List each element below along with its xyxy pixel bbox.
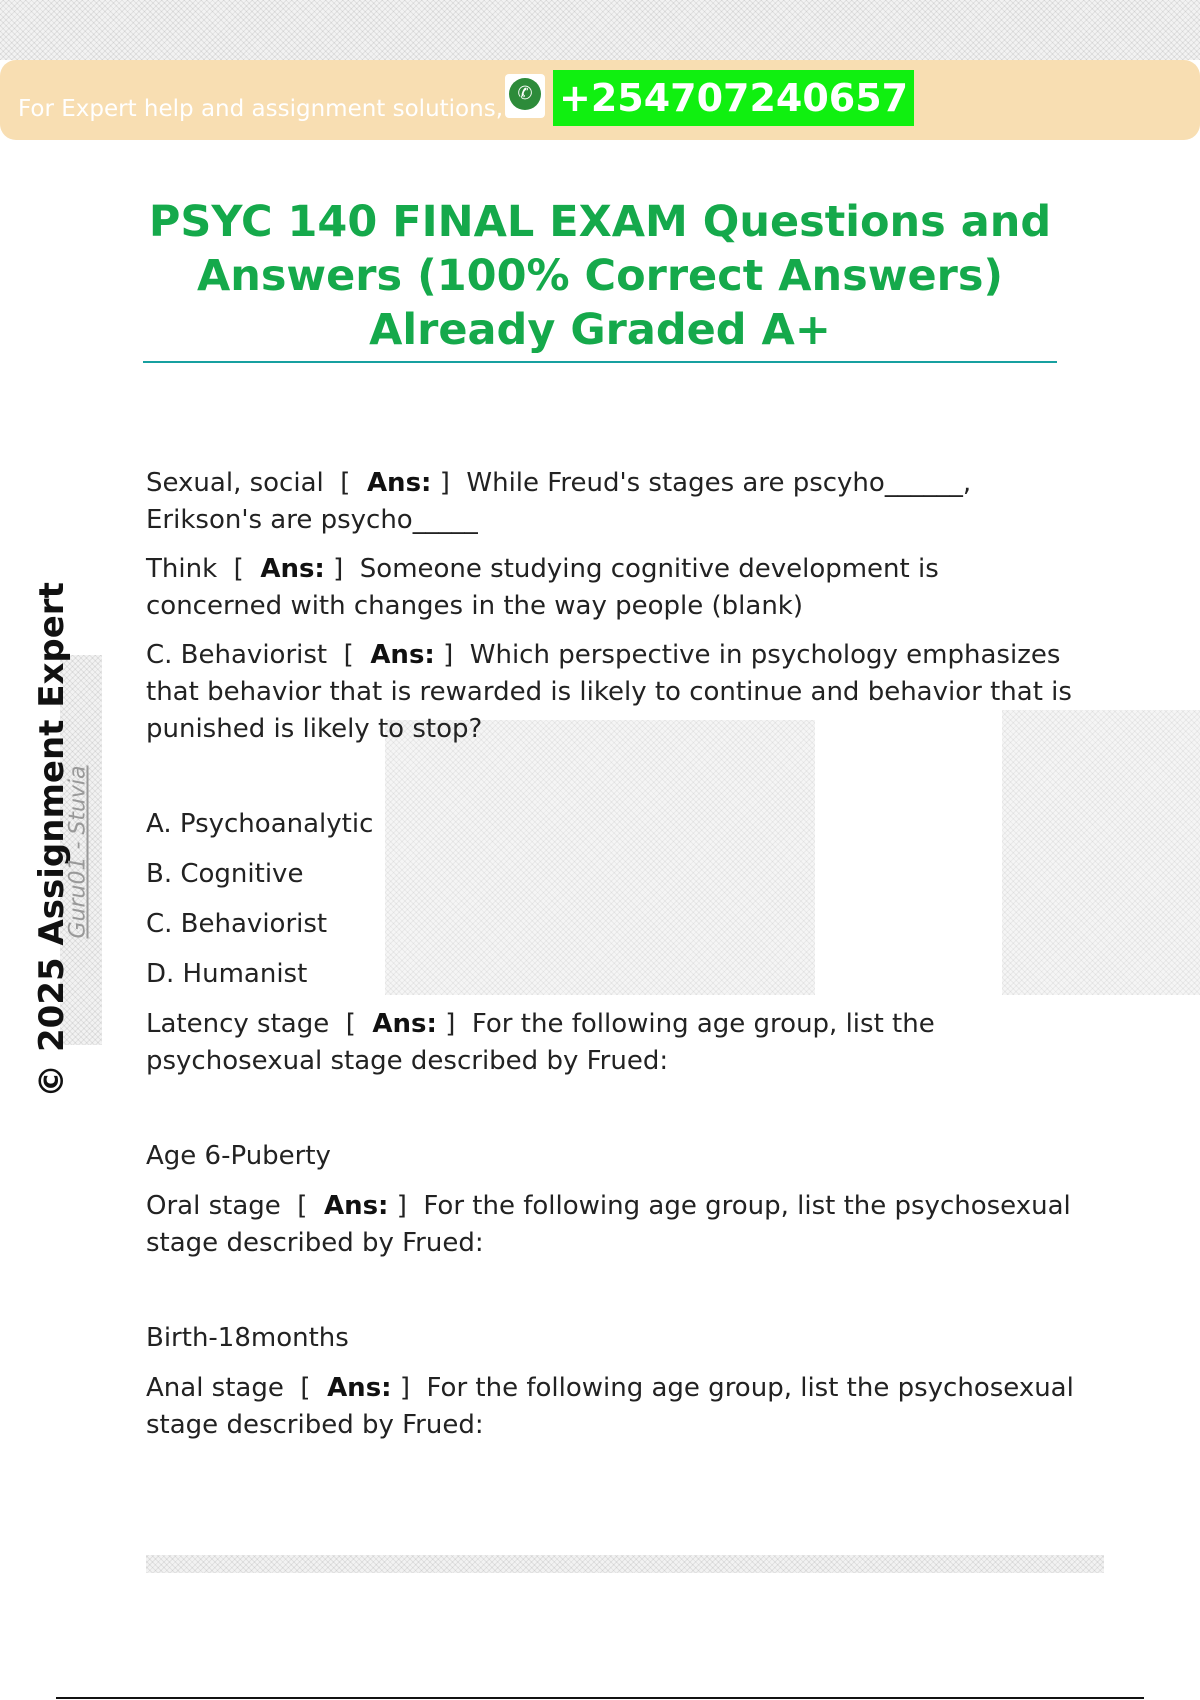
answer-text: C. Behaviorist bbox=[146, 640, 328, 670]
qa-item: Think [ Ans: ] Someone studying cognitive development is concerned with changes in the way people (blank) bbox=[146, 554, 939, 621]
spacer bbox=[146, 1092, 1076, 1138]
age-group: Birth-18months bbox=[146, 1323, 349, 1353]
answer-text: Sexual, social bbox=[146, 468, 324, 498]
ans-label: Ans: bbox=[370, 640, 435, 670]
ans-label: Ans: bbox=[323, 1191, 389, 1221]
option-item: B. Cognitive bbox=[146, 859, 304, 889]
top-watermark-strip bbox=[0, 0, 1200, 60]
bottom-watermark-strip bbox=[146, 1555, 1104, 1573]
ans-label: Ans: bbox=[327, 1373, 392, 1403]
title-underline bbox=[143, 361, 1057, 363]
ans-label: Ans: bbox=[366, 468, 432, 498]
qa-item: C. Behaviorist [ Ans: ] Which perspective in psychology emphasizes that behavior that is rewarded is likely to continue and behavior that is punished is likely to stop? bbox=[146, 640, 1072, 744]
banner-text: For Expert help and assignment solutions, bbox=[18, 96, 503, 122]
footer-rule bbox=[56, 1697, 1144, 1699]
question-text: For the following age group, list the psychosexual stage described by Frued: bbox=[146, 1373, 1074, 1440]
question-text: Someone studying cognitive development is concerned with changes in the way people (blank) bbox=[146, 554, 939, 621]
spacer bbox=[146, 760, 1076, 806]
spacer bbox=[146, 1274, 1076, 1320]
answer-text: Oral stage bbox=[146, 1191, 281, 1221]
option-item: D. Humanist bbox=[146, 959, 308, 989]
whatsapp-icon[interactable] bbox=[505, 74, 545, 118]
ans-label: Ans: bbox=[372, 1009, 437, 1039]
qa-content bbox=[146, 465, 1076, 1456]
question-text: While Freud's stages are pscyho______, Erikson's are psycho_____ bbox=[146, 468, 972, 535]
answer-text: Latency stage bbox=[146, 1009, 330, 1039]
qa-item: Anal stage [ Ans: ] For the following age group, list the psychosexual stage described by Frued: bbox=[146, 1373, 1074, 1440]
answer-text: Think bbox=[146, 554, 218, 584]
qa-item: Latency stage [ Ans: ] For the following age group, list the psychosexual stage described by Frued: bbox=[146, 1009, 935, 1076]
stuvia-watermark: Guru01 - Stuvia bbox=[65, 765, 91, 939]
option-item: C. Behaviorist bbox=[146, 909, 328, 939]
document-title: PSYC 140 FINAL EXAM Questions and Answers (100% Correct Answers) Already Graded A+ bbox=[148, 197, 1052, 355]
question-text: For the following age group, list the psychosexual stage described by Frued: bbox=[146, 1009, 935, 1076]
answer-text: Anal stage bbox=[146, 1373, 284, 1403]
age-group: Age 6-Puberty bbox=[146, 1141, 331, 1171]
option-item: A. Psychoanalytic bbox=[146, 809, 374, 839]
phone-number[interactable]: +254707240657 bbox=[553, 70, 914, 126]
question-text: For the following age group, list the psychosexual stage described by Frued: bbox=[146, 1191, 1071, 1258]
whatsapp-glyph: ✆ bbox=[509, 78, 541, 110]
qa-item: Sexual, social [ Ans: ] While Freud's stages are pscyho______, Erikson's are psycho_____ bbox=[146, 468, 972, 535]
question-text: Which perspective in psychology emphasizes that behavior that is rewarded is likely to continue and behavior that is punished is likely to stop? bbox=[146, 640, 1072, 744]
ans-label: Ans: bbox=[260, 554, 325, 584]
qa-item: Oral stage [ Ans: ] For the following age group, list the psychosexual stage described by Frued: bbox=[146, 1191, 1071, 1258]
copyright-label: © 2025 Assignment Expert bbox=[32, 582, 72, 1098]
